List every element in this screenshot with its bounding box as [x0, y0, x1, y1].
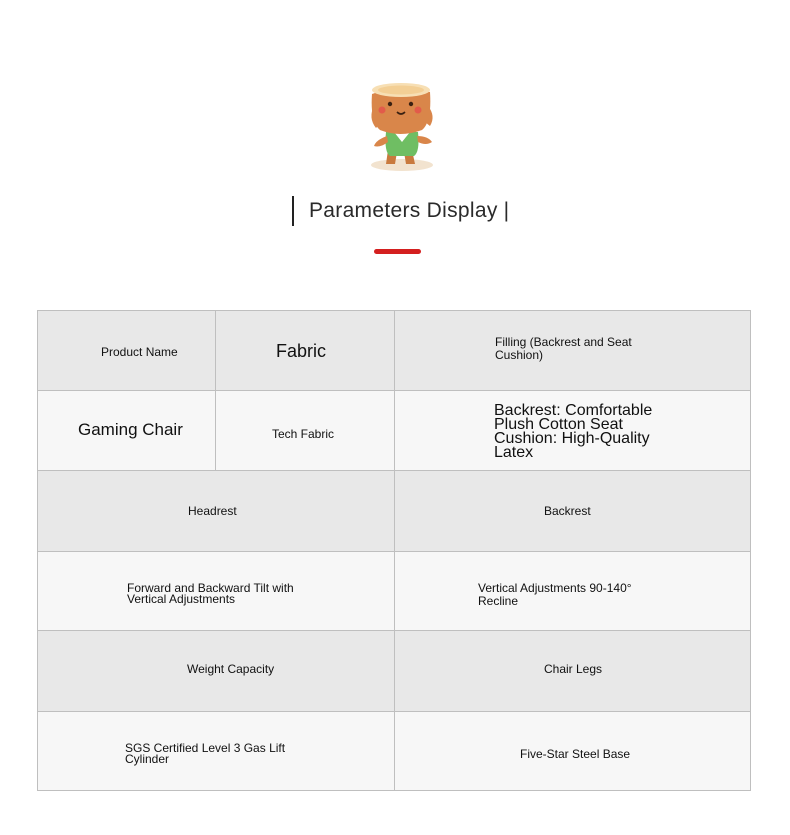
table-cell — [395, 311, 750, 390]
filling-label: Filling (Backrest and Seat Cushion) — [495, 335, 632, 362]
table-cell — [38, 712, 395, 790]
table-row — [38, 311, 750, 391]
parameters-table — [37, 310, 751, 791]
table-cell — [395, 631, 750, 711]
backrest-value: Vertical Adjustments 90-140° Recline — [478, 581, 632, 608]
product-name-label: Product Name — [101, 345, 178, 359]
table-row — [38, 391, 750, 471]
product-name-value: Gaming Chair — [78, 420, 183, 439]
table-cell — [38, 311, 216, 390]
weight-capacity-value: SGS Certified Level 3 Gas Lift Cylinder — [125, 741, 286, 766]
mascot-illustration — [364, 76, 438, 174]
table-cell — [38, 391, 216, 470]
table-cell — [38, 552, 395, 630]
table-row — [38, 552, 750, 631]
chair-legs-label: Chair Legs — [544, 662, 603, 676]
fabric-value: Tech Fabric — [272, 427, 335, 441]
table-cell — [395, 391, 750, 470]
table-cell — [395, 712, 750, 790]
table-cell — [395, 471, 750, 551]
table-row — [38, 471, 750, 552]
headrest-label: Headrest — [188, 504, 237, 518]
fabric-label: Fabric — [276, 341, 327, 361]
filling-value: Backrest: Comfortable Plush Cotton Seat Cushion: High-Quality Latex — [494, 402, 653, 461]
section-heading — [292, 194, 512, 228]
table-cell — [216, 311, 395, 390]
table-row — [38, 712, 750, 790]
heading-right-bar: | — [503, 199, 510, 222]
weight-capacity-label: Weight Capacity — [187, 662, 275, 676]
table-cell — [395, 552, 750, 630]
table-cell — [38, 471, 395, 551]
heading-left-bar — [292, 196, 294, 226]
title-accent-underline — [374, 249, 421, 254]
table-row — [38, 631, 750, 712]
backrest-label: Backrest — [544, 504, 591, 518]
table-cell — [38, 631, 395, 711]
headrest-value: Forward and Backward Tilt with Vertical Adjustments — [127, 581, 294, 606]
table-cell — [216, 391, 395, 470]
page-title: Parameters Display — [309, 199, 498, 222]
chair-legs-value: Five-Star Steel Base — [520, 747, 631, 761]
